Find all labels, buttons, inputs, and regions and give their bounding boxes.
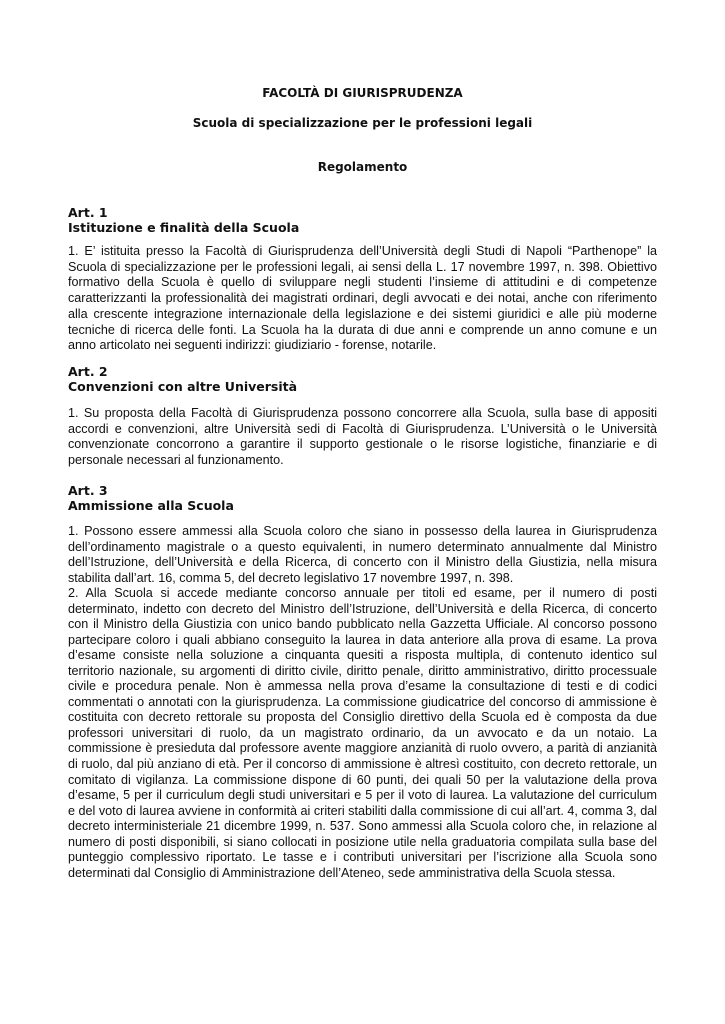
article-2-number: Art. 2 xyxy=(68,364,108,379)
article-3-number: Art. 3 xyxy=(68,483,108,498)
article-3-title: Ammissione alla Scuola xyxy=(68,498,234,513)
article-2-title: Convenzioni con altre Università xyxy=(68,379,298,394)
article-1-number: Art. 1 xyxy=(68,205,108,220)
article-2-paragraph-1: 1. Su proposta della Facoltà di Giurisprudenza possono concorrere alla Scuola, sulla base di appositi accordi e convenzioni, altre Università sedi di Facoltà di Giurisprudenza. L’Università o le Università convenzionate concorrono a garantire il supporto gestionale o le risorse logistiche, finanziarie e di personale necessari al funzionamento. xyxy=(68,406,657,468)
article-1-paragraph-1: 1. E’ istituita presso la Facoltà di Giurisprudenza dell’Università degli Studi di Napoli “Parthenope” la Scuola di specializzazione per le professioni legali, ai sensi della L. 17 novembre 1997, n. 398. Obiettivo formativo della Scuola è quello di sviluppare negli studenti l’insieme di attitudini e di competenze caratterizzanti la professionalità dei magistrati ordinari, degli avvocati e dei notai, anche con riferimento alla crescente integrazione internazionale della legislazione e dei sistemi giuridici e alle più moderne tecniche di ricerca delle fonti. La Scuola ha la durata di due anni e comprende un anno comune e un anno articolato nei seguenti indirizzi: giudiziario - forense, notarile. xyxy=(68,244,657,353)
article-3-paragraph-2: 2. Alla Scuola si accede mediante concorso annuale per titoli ed esame, per il numero di posti determinato, indetto con decreto del Ministro dell’Istruzione, dell’Università e della Ricerca, di concerto con il Ministro della Giustizia con unico bando pubblicato nella Gazzetta Ufficiale. Al concorso possono partecipare coloro i quali abbiano conseguito la laurea in data anteriore alla prova di esame. La prova d’esame consiste nella soluzione a cinquanta quesiti a risposta multipla, di contenuto identico sul territorio nazionale, su argomenti di diritto civile, diritto penale, diritto amministrativo, diritto processuale civile e procedura penale. Non è ammessa nella prova d’esame la consultazione di testi e di codici commentati o annotati con la giurisprudenza. La commissione giudicatrice del concorso di ammissione è costituita con decreto rettorale su proposta del Consiglio direttivo della Scuola ed è composta da due professori universitari di ruolo, da un magistrato ordinario, da un avvocato e da un notaio. La commissione è presieduta dal professore avente maggiore anzianità di ruolo ovvero, a parità di anzianità di ruolo, dal più anziano di età. Per il concorso di ammissione è altresì costituito, con decreto rettorale, un comitato di vigilanza. La commissione dispone di 60 punti, dei quali 50 per la valutazione della prova d’esame, 5 per il curriculum degli studi universitari e 5 per il voto di laurea. La valutazione del curriculum e del voto di laurea avviene in conformità ai criteri stabiliti dalla commissione di cui all’art. 4, comma 3, dal decreto interministeriale 21 dicembre 1999, n. 537. Sono ammessi alla Scuola coloro che, in relazione al numero di posti disponibili, si siano collocati in posizione utile nella graduatoria compilata sulla base del punteggio complessivo riportato. Le tasse e i contributi universitari per l’iscrizione alla Scuola sono determinati dal Consiglio di Amministrazione dell’Ateneo, sede amministrativa della Scuola stessa. xyxy=(68,586,657,880)
document-title: Regolamento xyxy=(317,160,408,174)
article-1-title: Istituzione e finalità della Scuola xyxy=(68,220,300,235)
school-heading: Scuola di specializzazione per le professioni legali xyxy=(192,116,533,130)
article-3-paragraph-1: 1. Possono essere ammessi alla Scuola coloro che siano in possesso della laurea in Giurisprudenza dell’ordinamento magistrale o a questo equivalenti, in numero determinato annualmente dal Ministro dell’Istruzione, dell’Università e della Ricerca, di concerto con il Ministro della Giustizia, nella misura stabilita dall’art. 16, comma 5, del decreto legislativo 17 novembre 1997, n. 398. xyxy=(68,524,657,585)
faculty-heading: FACOLTÀ DI GIURISPRUDENZA xyxy=(262,86,463,100)
